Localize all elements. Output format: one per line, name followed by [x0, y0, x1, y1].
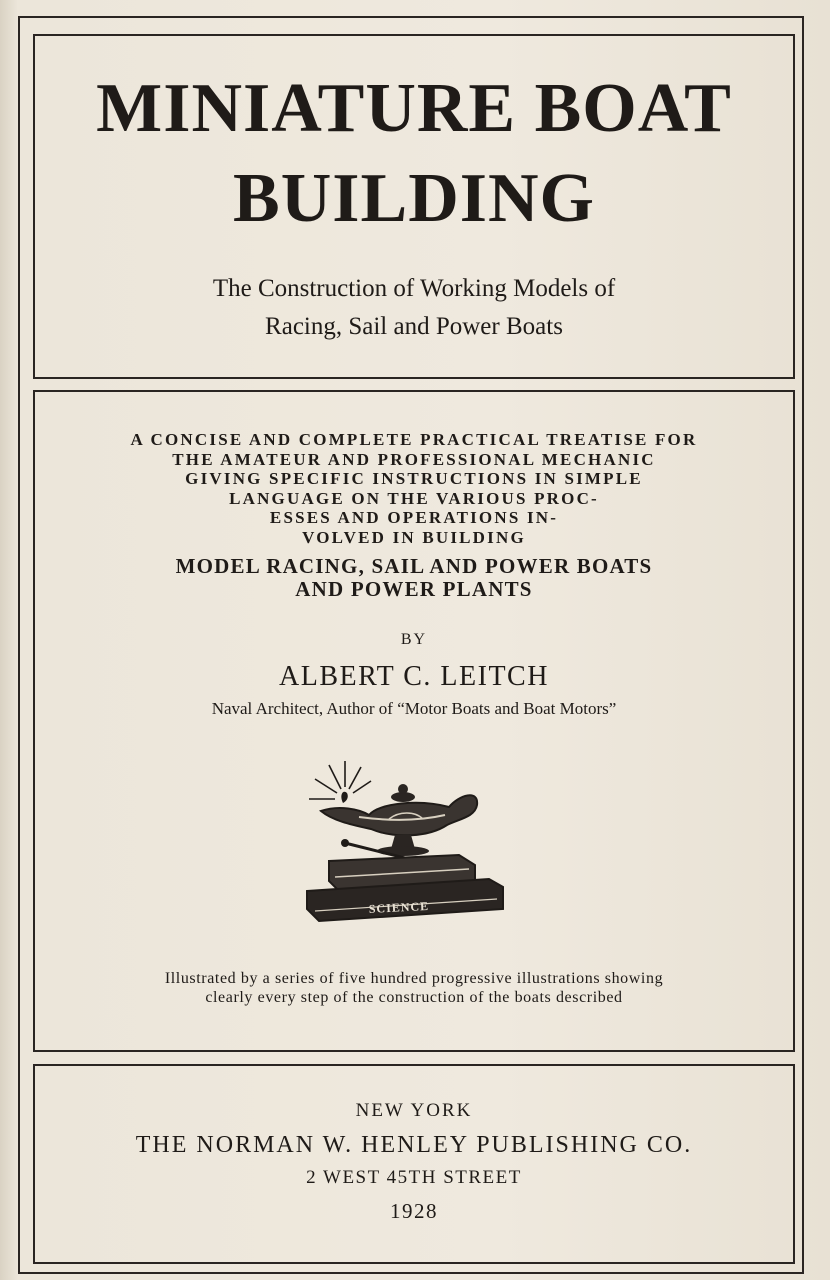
- title-panel: [33, 34, 795, 379]
- author-credentials: Naval Architect, Author of “Motor Boats and Boat Motors”: [211, 699, 617, 718]
- illustration-caption: [35, 969, 793, 1007]
- subtitle-line-2: Racing, Sail and Power Boats: [265, 313, 563, 340]
- publisher-address: 2 WEST 45TH STREET: [306, 1167, 522, 1188]
- treatise-line: GIVING SPECIFIC INSTRUCTIONS IN SIMPLE: [185, 469, 643, 488]
- publisher-panel: [33, 1064, 795, 1264]
- treatise-line: LANGUAGE ON THE VARIOUS PROC-: [229, 488, 599, 508]
- book-title-line-1: MINIATURE BOAT: [96, 70, 732, 147]
- treatise-line: ESSES AND OPERATIONS IN-: [269, 508, 559, 527]
- subtitle-line-1: The Construction of Working Models of: [212, 275, 616, 302]
- emblem-label: SCIENCE: [368, 898, 430, 916]
- description-panel: [33, 390, 795, 1052]
- lamp-on-books-emblem: [299, 759, 529, 929]
- author-name: ALBERT C. LEITCH: [279, 661, 549, 692]
- publisher-city: NEW YORK: [355, 1100, 473, 1121]
- by-label: BY: [400, 631, 428, 648]
- treatise-description: [35, 430, 793, 547]
- caption-line-2: clearly every step of the construction of the boats described: [205, 989, 623, 1006]
- book-title-line-2: BUILDING: [233, 160, 595, 237]
- publisher-name: THE NORMAN W. HENLEY PUBLISHING CO.: [135, 1132, 693, 1158]
- treatise-line: A CONCISE AND COMPLETE PRACTICAL TREATISE FOR: [130, 430, 698, 449]
- subject-heading: [35, 555, 793, 601]
- subject-line-1: MODEL RACING, SAIL AND POWER BOATS: [175, 554, 653, 578]
- publication-year: 1928: [390, 1199, 438, 1223]
- caption-line-1: Illustrated by a series of five hundred progressive illustrations showing: [164, 970, 664, 987]
- treatise-line: VOLVED IN BUILDING: [302, 527, 526, 547]
- treatise-line: THE AMATEUR AND PROFESSIONAL MECHANIC: [172, 449, 656, 469]
- subject-line-2: AND POWER PLANTS: [295, 577, 533, 601]
- lamp-flame-rays-icon: [309, 761, 371, 799]
